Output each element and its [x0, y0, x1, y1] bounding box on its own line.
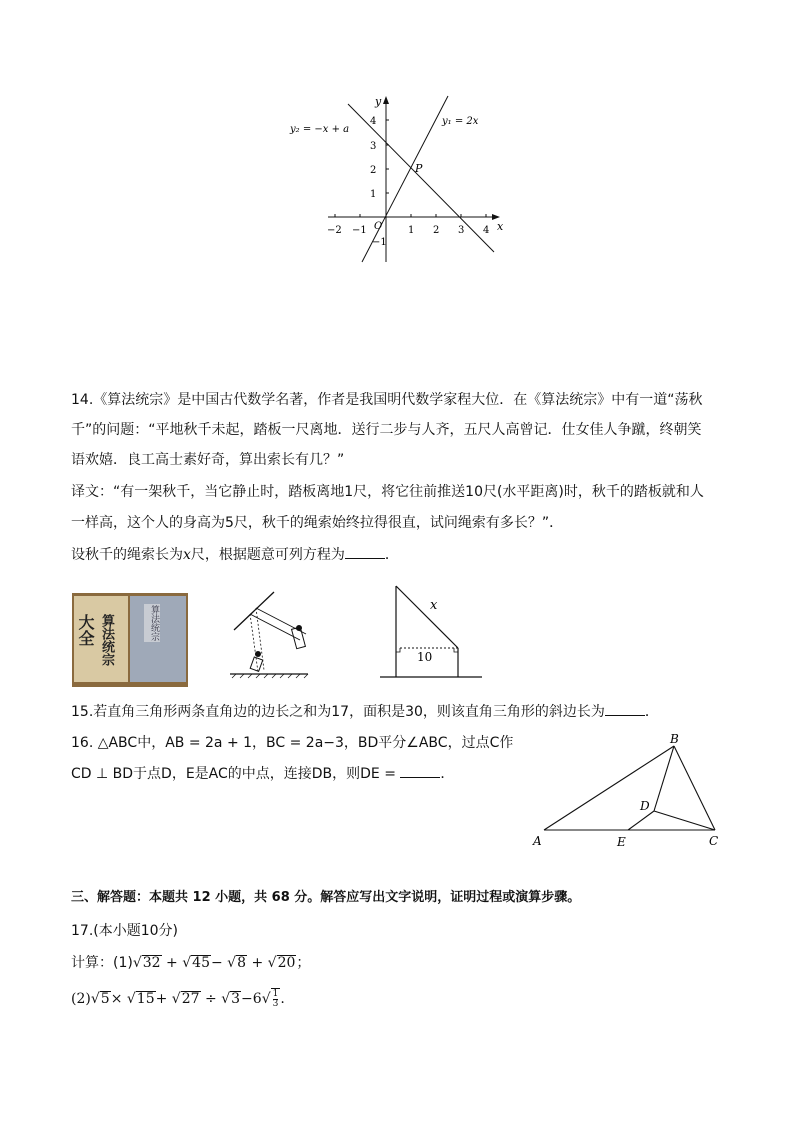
sqrt-frac [271, 988, 281, 1010]
q14-text-a: 设秋千的绳索长为 [71, 547, 183, 563]
x-tick-label: 4 [483, 225, 490, 236]
q14-answer-blank[interactable] [345, 545, 385, 559]
x-tick-label: 1 [408, 225, 415, 236]
y-tick-label: 1 [370, 189, 377, 200]
q14-line-5: 一样高，这个人的身高为5尺，秋千的绳索始终拉得很直，试问绳索有多长？”． [71, 515, 564, 531]
q14-var-x: x [183, 547, 191, 563]
label-b: B [670, 732, 679, 746]
sqrt-20: 20 [277, 955, 296, 971]
q14-line-6 [71, 545, 399, 565]
x-tick-label: −2 [327, 225, 342, 236]
x-tick-label: 3 [458, 225, 465, 236]
y-tick-label: 4 [370, 116, 377, 127]
book-big-title: 大全 [76, 614, 95, 646]
label-c: C [709, 834, 719, 848]
sqrt-8: 8 [237, 955, 247, 971]
q16-line-1: 16. △ABC中，AB = 2a + 1，BC = 2a−3，BD平分∠ABC，过点C作 [71, 735, 514, 751]
q14-line-1: 14.《算法统宗》是中国古代数学名著，作者是我国明代数学家程大位．在《算法统宗》中有一道“荡秋 [71, 392, 703, 408]
x-axis-label: x [497, 220, 504, 233]
y-axis-arrow [383, 96, 389, 104]
section3-heading: 三、解答题：本题共 12 小题，共 68 分。解答应写出文字说明，证明过程或演算步骤。 [71, 890, 581, 905]
triangle-abc-figure [528, 730, 728, 855]
y-tick-label: 3 [370, 141, 377, 152]
q14-text-b: 尺，根据题意可列方程为 [190, 547, 345, 563]
y-axis-label: y [375, 95, 382, 108]
frac-den: 3 [272, 999, 279, 1009]
q17-prefix1: 计算：(1) [71, 955, 133, 971]
q16-end: ． [440, 766, 455, 782]
book-cover-right [130, 596, 186, 682]
swing-triangle-figure [374, 582, 494, 682]
q17-prefix2: (2) [71, 991, 91, 1007]
q17-end2: . [280, 991, 285, 1007]
label-e: E [617, 835, 626, 849]
q16-line-2 [71, 764, 454, 784]
y-tick-label: −1 [372, 237, 387, 248]
x-tick-label: 2 [433, 225, 440, 236]
book-title-right: 算法统宗 [144, 604, 160, 642]
point-p-label: P [415, 162, 423, 175]
q14-end: ． [384, 547, 399, 563]
swing-illustration [228, 584, 328, 684]
q17-coef: 6 [252, 991, 262, 1007]
line-y2-label: y₂ = −x + a [290, 124, 350, 135]
origin-label: O [374, 221, 383, 232]
x-tick-label: −1 [352, 225, 367, 236]
book-title-left: 算法统宗 [99, 614, 114, 666]
book-image [72, 593, 188, 687]
q16-answer-blank[interactable] [400, 764, 440, 778]
q16-text: CD ⊥ BD于点D，E是AC的中点，连接DB，则DE = [71, 766, 396, 782]
sqrt-27: 27 [181, 991, 200, 1007]
q17-header: 17.(本小题10分) [71, 923, 179, 939]
q17-part2: (2)√5× √15+ √27 ÷ √3−6√ $\frac{1}{3}$ . [71, 989, 285, 1009]
q15-end: ． [644, 704, 659, 720]
q15-answer-blank[interactable] [605, 702, 645, 716]
fig-10-label: 10 [417, 650, 433, 664]
q14-line-4: 译文：“有一架秋千，当它静止时，踏板离地1尺，将它往前推送10尺(水平距离)时，秋千的踏板就和人 [71, 484, 704, 500]
q14-line-3: 语欢嬉．良工高士素好奇，算出索长有几？” [71, 452, 345, 468]
coordinate-graph [280, 90, 520, 270]
sqrt-32: 32 [142, 955, 161, 971]
sqrt-5: 5 [100, 991, 110, 1007]
q17-end1: ； [296, 955, 311, 971]
book-cover-left [74, 596, 128, 682]
label-d: D [640, 799, 650, 813]
y-tick-label: 2 [370, 165, 377, 176]
sqrt-45: 45 [192, 955, 210, 971]
fig-x-label: x [430, 598, 438, 613]
q17-part1: 计算：(1)√32 + √45− √8 + √20； [71, 955, 311, 971]
line-y1-label: y₁ = 2x [442, 116, 479, 127]
sqrt-3: 3 [231, 991, 241, 1007]
q15-text: 15.若直角三角形两条直角边的边长之和为17，面积是30，则该直角三角形的斜边长为 [71, 704, 605, 720]
label-a: A [533, 834, 542, 848]
frac-num: 1 [272, 989, 279, 999]
q14-line-2: 千”的问题：“平地秋千未起，踏板一尺离地．送行二步与人齐，五尺人高曾记．仕女佳人争蹴，终朝笑 [71, 422, 702, 438]
q15-line [71, 702, 659, 722]
sqrt-15: 15 [136, 991, 155, 1007]
